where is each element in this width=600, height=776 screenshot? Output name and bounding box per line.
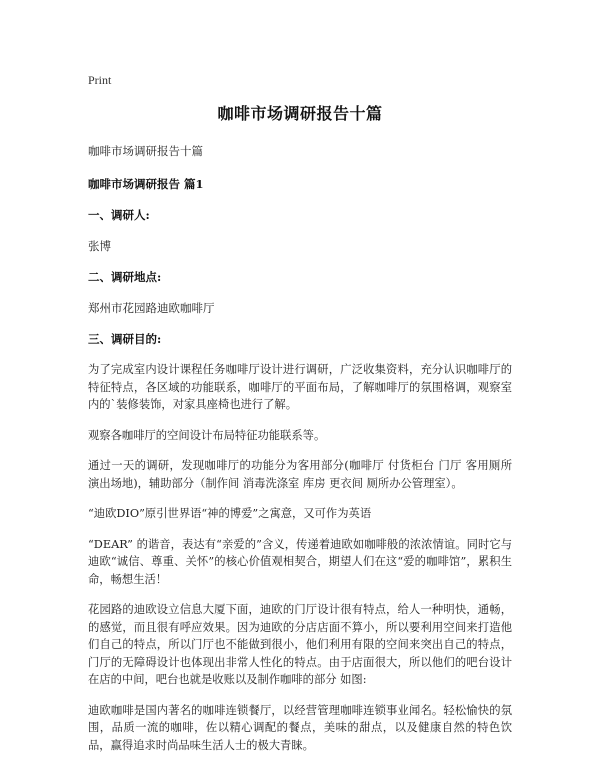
paragraph-purpose: 为了完成室内设计课程任务咖啡厅设计进行调研，广泛收集资料，充分认识咖啡厅的特征特点，各区域的功能联系，咖啡厅的平面布局，了解咖啡厅的氛围格调，观察室内的`装修装饰，对家具座椅也进行了解。 bbox=[88, 363, 512, 411]
location-heading: 二、调研地点: bbox=[88, 270, 162, 284]
paragraph-observation: 观察各咖啡厅的空间设计布局特征功能联系等。 bbox=[88, 428, 326, 442]
paragraph-entrance-design: 花园路的迪欧设立信息大厦下面，迪欧的门厅设计很有特点，给人一种明快，通畅，的感觉，而且很有呼应效果。因为迪欧的分店店面不算小，所以要利用空间来打造他们自己的特点，所以门厅也不能做到很小，他们利用有限的空间来突出自己的特点，门厅的无障碍设计也体现出非常人性化的特点。由于店面很大，所以他们的吧台设计在店的中间，吧台也就是收账以及制作咖啡的部分 如图: bbox=[88, 603, 512, 686]
document-subtitle: 咖啡市场调研报告十篇 bbox=[88, 144, 203, 158]
paragraph-dear-meaning: “DEAR” 的谐音，表达有“亲爱的”含义，传递着迪欧如咖啡般的浓浓情谊。同时它与迪欧“诚信、尊重、关怀”的核心价值观相契合，期望人们在这“爱的咖啡馆”，累积生命，畅想生活！ bbox=[88, 537, 512, 586]
paragraph-name-origin: “迪欧DIO”原引世界语“神的博爱”之寓意，又可作为英语 bbox=[88, 507, 372, 520]
section-heading: 咖啡市场调研报告 篇1 bbox=[88, 177, 204, 191]
researcher-heading: 一、调研人: bbox=[88, 208, 150, 222]
paragraph-functions: 通过一天的调研，发现咖啡厅的功能分为客用部分(咖啡厅 付货柜台 门厅 客用厕所 演出场地)，辅助部分（制作间 消毒洗涤室 库房 更衣间 厕所办公管理室）。 bbox=[88, 459, 512, 490]
location-value: 郑州市花园路迪欧咖啡厅 bbox=[88, 301, 215, 315]
print-label: Print bbox=[88, 73, 112, 87]
document-title: 咖啡市场调研报告十篇 bbox=[217, 104, 383, 123]
paragraph-brand-intro: 迪欧咖啡是国内著名的咖啡连锁餐厅，以经营管理咖啡连锁事业闻名。轻松愉快的氛围，品质一流的咖啡，佐以精心调配的餐点，美味的甜点，以及健康自然的特色饮品，赢得追求时尚品味生活人士的极大青睐。 bbox=[88, 703, 512, 752]
purpose-heading: 三、调研目的: bbox=[88, 332, 162, 346]
researcher-value: 张博 bbox=[88, 239, 111, 253]
